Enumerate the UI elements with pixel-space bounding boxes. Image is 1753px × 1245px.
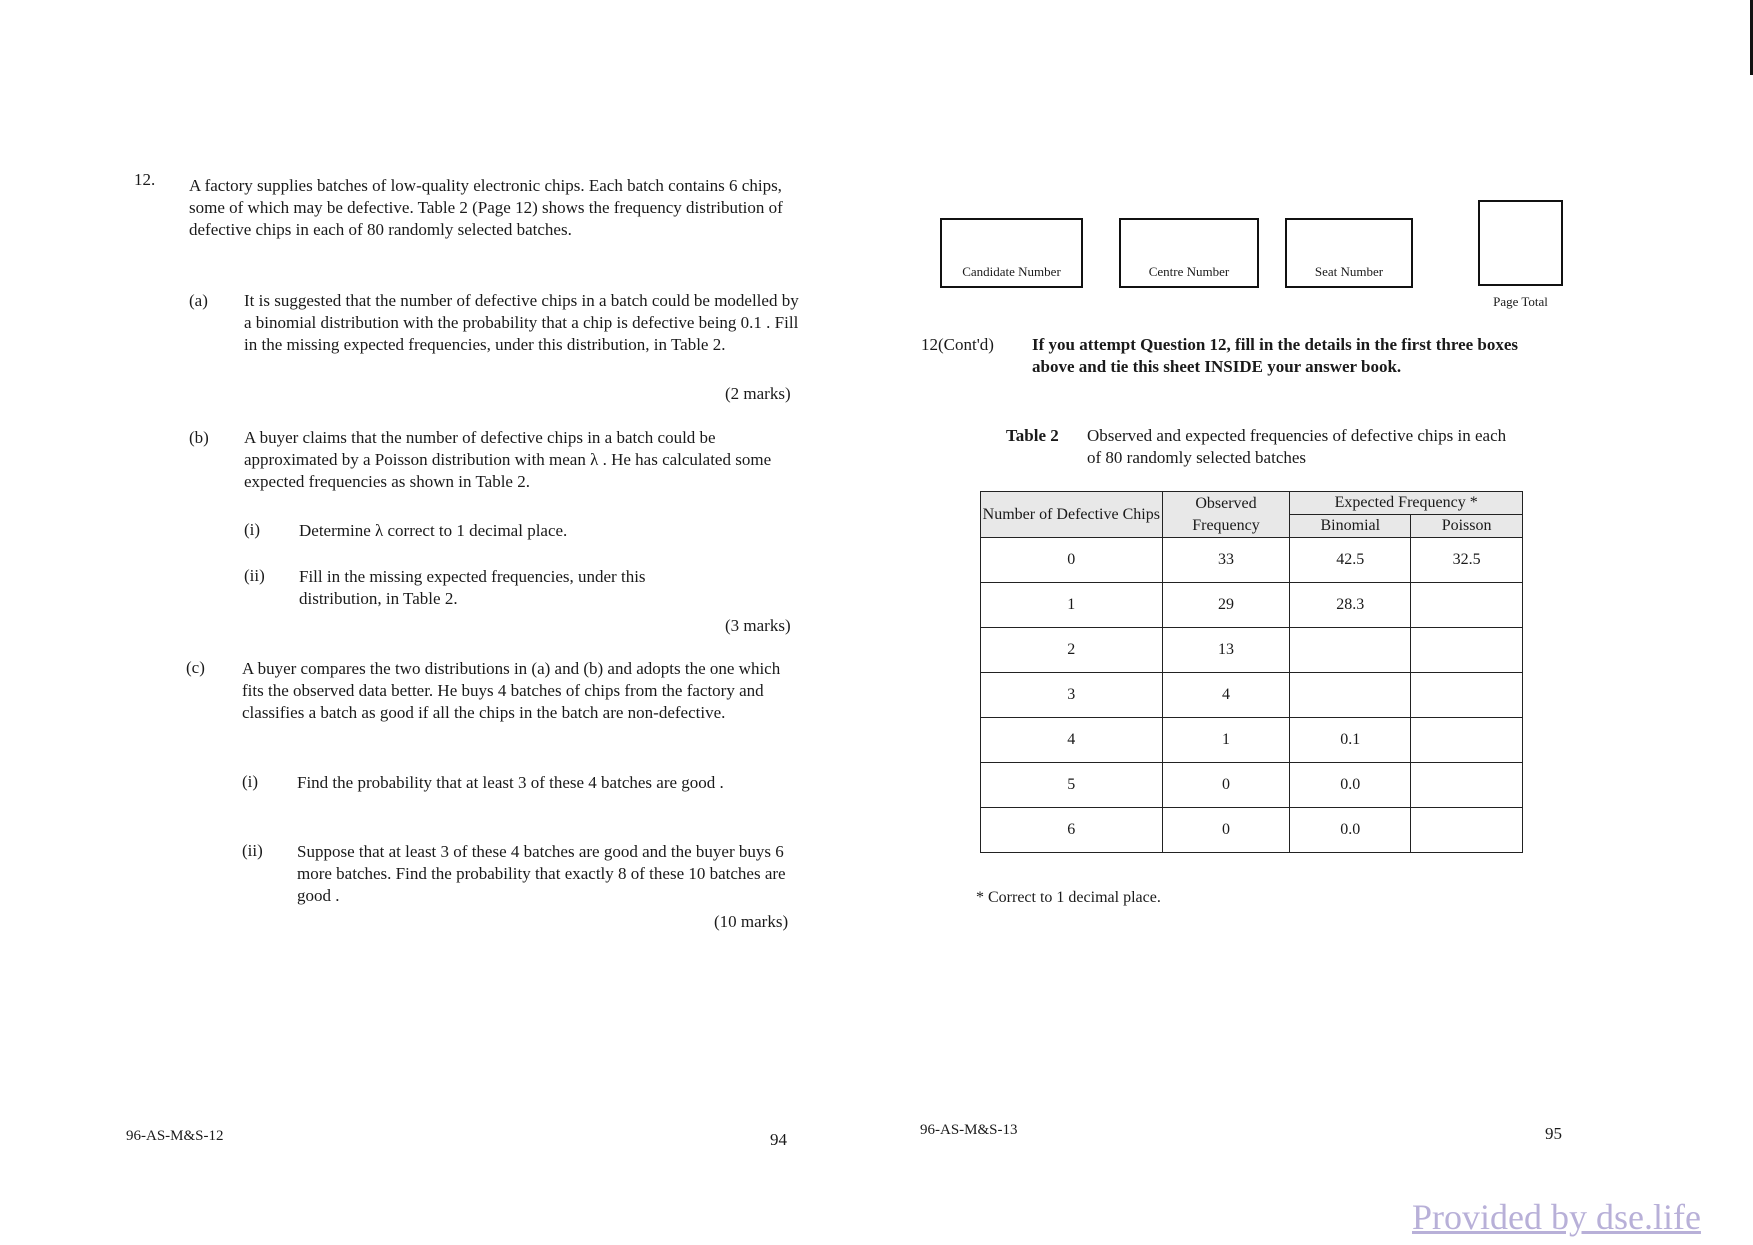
- part-a-marks: (2 marks): [725, 384, 791, 403]
- part-c-ii-label: (ii): [242, 841, 263, 860]
- cell-poisson[interactable]: [1411, 583, 1523, 628]
- footer-code-left: 96-AS-M&S-12: [126, 1128, 224, 1144]
- part-a-text: It is suggested that the number of defective chips in a batch could be modelled by a binomial distribution with the probability that a chip is defective being 0.1 . Fill in the missing expected frequencies, under this distribution, in Table 2.: [244, 291, 799, 354]
- page-number-left: 94: [770, 1130, 787, 1149]
- cell-binomial[interactable]: 0.0: [1290, 763, 1411, 808]
- seat-number-box[interactable]: [1285, 218, 1413, 288]
- cell-observed: 1: [1162, 718, 1290, 763]
- cell-number: 3: [981, 673, 1163, 718]
- continued-label: 12(Cont'd): [921, 335, 994, 354]
- frequency-table: [980, 491, 1523, 853]
- table-footnote: * Correct to 1 decimal place.: [976, 889, 1161, 906]
- part-b-label: (b): [189, 428, 209, 447]
- cell-poisson[interactable]: [1411, 718, 1523, 763]
- candidate-number-label: Candidate Number: [962, 264, 1061, 279]
- cell-number: 6: [981, 808, 1163, 853]
- question-number: 12.: [134, 170, 156, 189]
- part-b-marks: (3 marks): [725, 616, 791, 635]
- cell-number: 5: [981, 763, 1163, 808]
- part-b-i-text: Determine λ correct to 1 decimal place.: [299, 521, 568, 540]
- cell-observed: 33: [1162, 538, 1290, 583]
- cell-poisson[interactable]: [1411, 808, 1523, 853]
- page-number-right: 95: [1545, 1124, 1562, 1143]
- header-binomial: Binomial: [1290, 515, 1411, 538]
- part-c-text: A buyer compares the two distributions in (a) and (b) and adopts the one which fits the observed data better. He buys 4 batches of chips from the factory and classifies a batch as good if all the chips in the batch are non-defective.: [242, 659, 781, 722]
- page-total-label: Page Total: [1493, 294, 1548, 309]
- header-observed-frequency: Observed Frequency: [1162, 492, 1290, 538]
- question-intro: A factory supplies batches of low-quality electronic chips. Each batch contains 6 chips, some of which may be defective. Table 2 (Page 12) shows the frequency distribution of defective chips in each of 80 randomly selected batches.: [189, 176, 783, 239]
- footer-code-right: 96-AS-M&S-13: [920, 1122, 1018, 1138]
- table-row: [981, 628, 1523, 673]
- cell-number: 0: [981, 538, 1163, 583]
- part-a-label: (a): [189, 291, 208, 310]
- cell-poisson[interactable]: [1411, 673, 1523, 718]
- table-label: Table 2: [1006, 426, 1059, 445]
- part-c-i-text: Find the probability that at least 3 of these 4 batches are good .: [297, 773, 724, 792]
- part-c-marks: (10 marks): [714, 912, 789, 931]
- part-b-text: A buyer claims that the number of defective chips in a batch could be approximated by a Poisson distribution with mean λ . He has calculated some expected frequencies as shown in Table 2.: [244, 428, 772, 491]
- candidate-number-box[interactable]: [940, 218, 1083, 288]
- cell-binomial[interactable]: 28.3: [1290, 583, 1411, 628]
- table-row: [981, 763, 1523, 808]
- cell-observed: 0: [1162, 808, 1290, 853]
- cell-number: 4: [981, 718, 1163, 763]
- header-poisson: Poisson: [1411, 515, 1523, 538]
- cell-observed: 29: [1162, 583, 1290, 628]
- cell-binomial[interactable]: [1290, 628, 1411, 673]
- cell-observed: 13: [1162, 628, 1290, 673]
- cell-observed: 4: [1162, 673, 1290, 718]
- page-total-box[interactable]: [1478, 200, 1563, 286]
- header-defective-chips: Number of Defective Chips: [981, 492, 1163, 538]
- cell-poisson[interactable]: [1411, 628, 1523, 673]
- table-row: [981, 808, 1523, 853]
- centre-number-label: Centre Number: [1148, 264, 1230, 279]
- table-caption: Observed and expected frequencies of defective chips in each of 80 randomly selected batches: [1087, 426, 1507, 467]
- table-row: [981, 538, 1523, 583]
- attempt-instruction: If you attempt Question 12, fill in the details in the first three boxes above and tie this sheet INSIDE your answer book.: [1032, 335, 1519, 376]
- part-c-i-label: (i): [242, 772, 259, 791]
- table-row: [981, 583, 1523, 628]
- cell-binomial[interactable]: 0.1: [1290, 718, 1411, 763]
- part-b-i-label: (i): [244, 520, 261, 539]
- cell-poisson[interactable]: 32.5: [1411, 538, 1523, 583]
- seat-number-label: Seat Number: [1314, 264, 1384, 279]
- table-row: [981, 673, 1523, 718]
- part-c-ii-text: Suppose that at least 3 of these 4 batches are good and the buyer buys 6 more batches. Find the probability that exactly 8 of these 10 batches are good .: [297, 842, 786, 905]
- cell-binomial[interactable]: 0.0: [1290, 808, 1411, 853]
- header-expected-frequency: Expected Frequency *: [1290, 492, 1523, 515]
- watermark-link[interactable]: Provided by dse.life: [1412, 1197, 1701, 1237]
- centre-number-box[interactable]: [1119, 218, 1259, 288]
- table-row: [981, 718, 1523, 763]
- cell-number: 2: [981, 628, 1163, 673]
- cell-poisson[interactable]: [1411, 763, 1523, 808]
- part-c-label: (c): [186, 658, 205, 677]
- cell-number: 1: [981, 583, 1163, 628]
- cell-binomial[interactable]: [1290, 673, 1411, 718]
- part-b-ii-label: (ii): [244, 566, 265, 585]
- part-b-ii-text: Fill in the missing expected frequencies, under this distribution, in Table 2.: [299, 567, 646, 608]
- cell-observed: 0: [1162, 763, 1290, 808]
- cell-binomial[interactable]: 42.5: [1290, 538, 1411, 583]
